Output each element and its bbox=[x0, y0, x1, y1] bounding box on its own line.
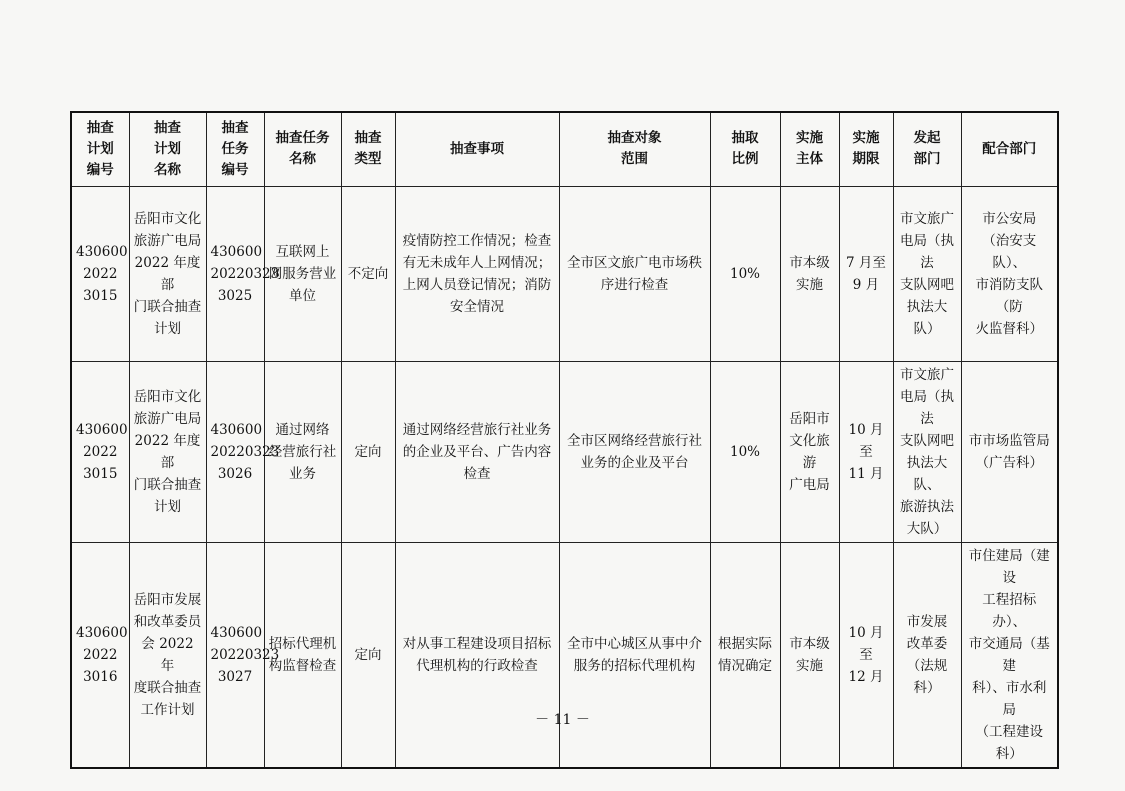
cell-task-name: 招标代理机 构监督检查 bbox=[264, 542, 341, 768]
table-row bbox=[71, 361, 1058, 542]
cell-ratio: 10% bbox=[710, 361, 780, 542]
cell-task-no: 430600 20220323 3025 bbox=[206, 186, 264, 361]
header-plan-name: 抽查 计划 名称 bbox=[129, 112, 206, 186]
table-row bbox=[71, 186, 1058, 361]
cell-subject: 岳阳市 文化旅游 广电局 bbox=[780, 361, 839, 542]
header-initiator: 发起 部门 bbox=[893, 112, 961, 186]
header-type: 抽查 类型 bbox=[341, 112, 395, 186]
cell-task-name: 通过网络 经营旅行社 业务 bbox=[264, 361, 341, 542]
cell-ratio: 根据实际 情况确定 bbox=[710, 542, 780, 768]
header-row bbox=[71, 112, 1058, 186]
cell-type: 定向 bbox=[341, 542, 395, 768]
cell-plan-no: 430600 2022 3015 bbox=[71, 186, 129, 361]
cell-initiator: 市文旅广 电局（执法 支队网吧 执法大队） bbox=[893, 186, 961, 361]
header-scope: 抽查对象 范围 bbox=[559, 112, 710, 186]
header-task-name: 抽查任务 名称 bbox=[264, 112, 341, 186]
cell-plan-name: 岳阳市发展 和改革委员 会 2022 年 度联合抽查 工作计划 bbox=[129, 542, 206, 768]
header-task-no: 抽查 任务 编号 bbox=[206, 112, 264, 186]
header-ratio: 抽取 比例 bbox=[710, 112, 780, 186]
inspection-plan-table bbox=[70, 111, 1059, 769]
cell-initiator: 市发展 改革委 （法规科） bbox=[893, 542, 961, 768]
header-cooperator: 配合部门 bbox=[961, 112, 1058, 186]
cell-ratio: 10% bbox=[710, 186, 780, 361]
cell-plan-no: 430600 2022 3015 bbox=[71, 361, 129, 542]
cell-subject: 市本级 实施 bbox=[780, 542, 839, 768]
cell-items: 对从事工程建设项目招标 代理机构的行政检查 bbox=[395, 542, 559, 768]
cell-period: 7 月至 9 月 bbox=[839, 186, 893, 361]
cell-scope: 全市区网络经营旅行社 业务的企业及平台 bbox=[559, 361, 710, 542]
cell-scope: 全市区文旅广电市场秩 序进行检查 bbox=[559, 186, 710, 361]
header-period: 实施 期限 bbox=[839, 112, 893, 186]
cell-subject: 市本级 实施 bbox=[780, 186, 839, 361]
page-number: － 11 － bbox=[535, 712, 590, 728]
header-items: 抽查事项 bbox=[395, 112, 559, 186]
cell-cooperator: 市住建局（建设 工程招标办）、 市交通局（基建 科）、市水利局 （工程建设科） bbox=[961, 542, 1058, 768]
cell-plan-no: 430600 2022 3016 bbox=[71, 542, 129, 768]
cell-scope: 全市中心城区从事中介 服务的招标代理机构 bbox=[559, 542, 710, 768]
cell-task-no: 430600 20220323 3027 bbox=[206, 542, 264, 768]
cell-period: 10 月至 12 月 bbox=[839, 542, 893, 768]
cell-initiator: 市文旅广 电局（执法 支队网吧 执法大队、 旅游执法 大队） bbox=[893, 361, 961, 542]
cell-type: 不定向 bbox=[341, 186, 395, 361]
header-subject: 实施 主体 bbox=[780, 112, 839, 186]
cell-cooperator: 市公安局 （治安支队）、 市消防支队（防 火监督科） bbox=[961, 186, 1058, 361]
cell-period: 10 月至 11 月 bbox=[839, 361, 893, 542]
cell-plan-name: 岳阳市文化 旅游广电局 2022 年度部 门联合抽查 计划 bbox=[129, 361, 206, 542]
cell-plan-name: 岳阳市文化 旅游广电局 2022 年度部 门联合抽查 计划 bbox=[129, 186, 206, 361]
cell-type: 定向 bbox=[341, 361, 395, 542]
cell-task-name: 互联网上 网服务营业 单位 bbox=[264, 186, 341, 361]
table-row bbox=[71, 542, 1058, 768]
cell-task-no: 430600 20220323 3026 bbox=[206, 361, 264, 542]
cell-cooperator: 市市场监管局 （广告科） bbox=[961, 361, 1058, 542]
cell-items: 疫情防控工作情况；检查 有无未成年人上网情况； 上网人员登记情况；消防 安全情况 bbox=[395, 186, 559, 361]
cell-items: 通过网络经营旅行社业务 的企业及平台、广告内容 检查 bbox=[395, 361, 559, 542]
header-plan-no: 抽查 计划 编号 bbox=[71, 112, 129, 186]
